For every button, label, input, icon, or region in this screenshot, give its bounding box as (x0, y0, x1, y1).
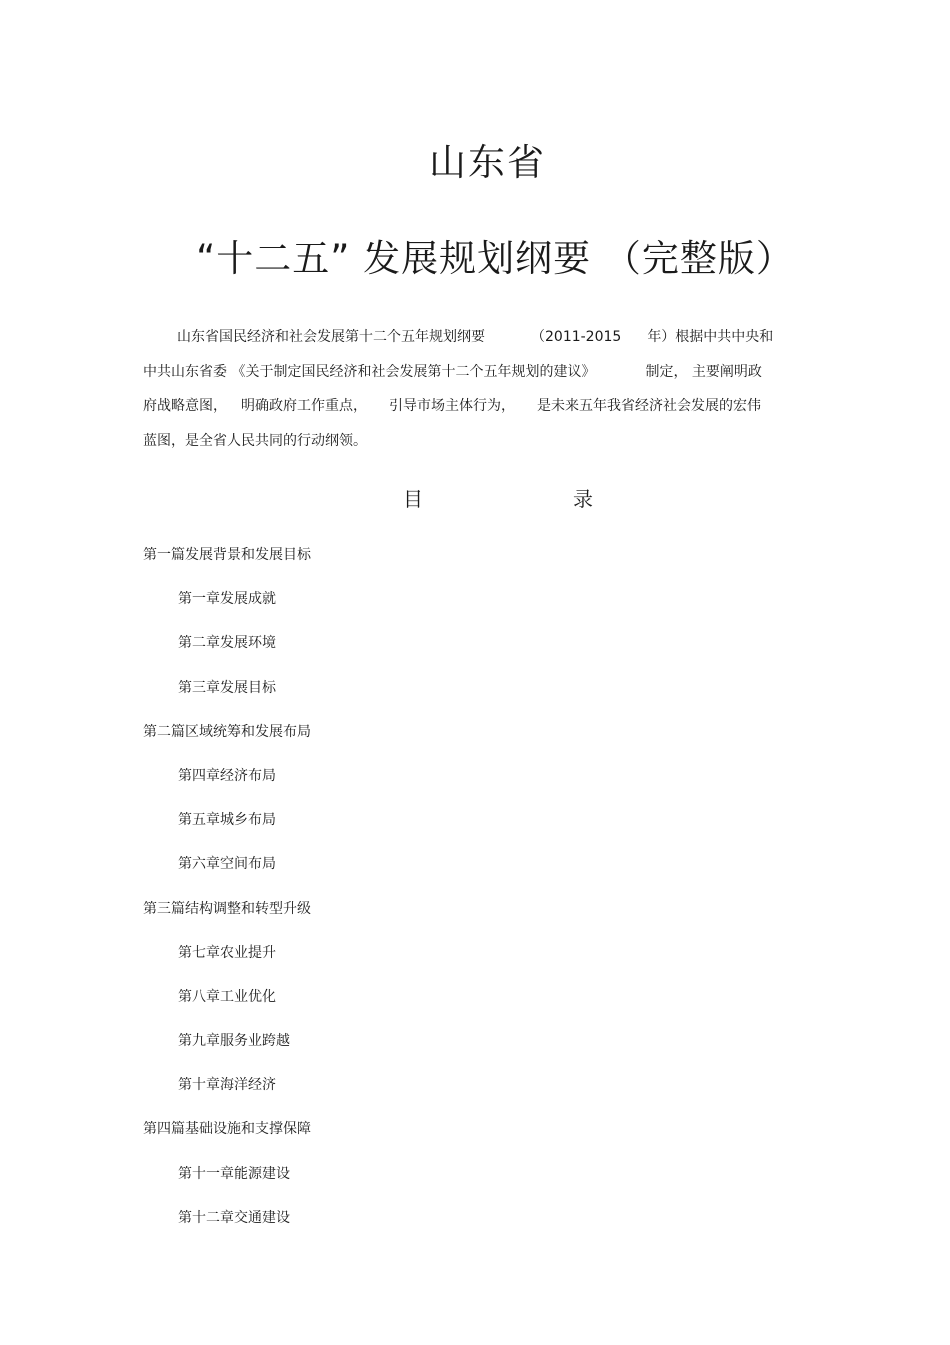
toc-part-entry[interactable]: 第三篇结构调整和转型升级 (143, 900, 311, 917)
toc-chapter-entry[interactable]: 第二章发展环境 (178, 635, 276, 652)
toc-chapter-entry[interactable]: 第九章服务业跨越 (178, 1033, 290, 1050)
intro-text: 年）根据中共中央和 (647, 329, 774, 345)
toc-heading-right: 录 (573, 487, 593, 511)
document-subtitle: “十二五” 发展规划纲要 （完整版） (196, 237, 794, 280)
toc-heading (403, 483, 593, 512)
toc-part-entry[interactable]: 第二篇区域统筹和发展布局 (143, 723, 311, 740)
toc-part-entry[interactable]: 第四篇基础设施和支撑保障 (143, 1121, 311, 1138)
intro-line-1 (143, 320, 803, 355)
intro-text: （2011-2015 (531, 329, 622, 345)
toc-chapter-entry[interactable]: 第八章工业优化 (178, 988, 276, 1005)
toc-chapter-entry[interactable]: 第十二章交通建设 (178, 1209, 290, 1226)
document-title: 山东省 (429, 141, 546, 184)
toc-chapter-entry[interactable]: 第三章发展目标 (178, 679, 276, 696)
intro-text: 中共山东省委 《关于制定国民经济和社会发展第十二个五年规划的建议》 (143, 363, 596, 380)
table-of-contents (143, 538, 311, 1245)
toc-chapter-entry[interactable]: 第六章空间布局 (178, 856, 276, 873)
intro-text: 制定， 主要阐明政 (645, 363, 762, 380)
intro-text: 是未来五年我省经济社会发展的宏伟 (537, 398, 761, 414)
toc-chapter-entry[interactable]: 第十一章能源建设 (178, 1165, 290, 1182)
intro-text: 山东省国民经济和社会发展第十二个五年规划纲要 (177, 329, 485, 345)
intro-paragraph (143, 320, 803, 458)
toc-chapter-entry[interactable]: 第四章经济布局 (178, 767, 276, 784)
intro-line-4: 蓝图，是全省人民共同的行动纲领。 (143, 432, 367, 449)
toc-heading-left: 目 (403, 487, 423, 511)
intro-text: 府战略意图， (143, 398, 227, 414)
toc-chapter-entry[interactable]: 第十章海洋经济 (178, 1077, 276, 1094)
toc-chapter-entry[interactable]: 第七章农业提升 (178, 944, 276, 961)
intro-text: 引导市场主体行为， (389, 398, 515, 414)
intro-line-2 (143, 355, 803, 390)
toc-part-entry[interactable]: 第一篇发展背景和发展目标 (143, 547, 311, 563)
intro-text: 明确政府工作重点， (241, 398, 367, 414)
toc-chapter-entry[interactable]: 第一章发展成就 (178, 591, 276, 608)
intro-line-3 (143, 389, 803, 424)
toc-chapter-entry[interactable]: 第五章城乡布局 (178, 812, 276, 829)
